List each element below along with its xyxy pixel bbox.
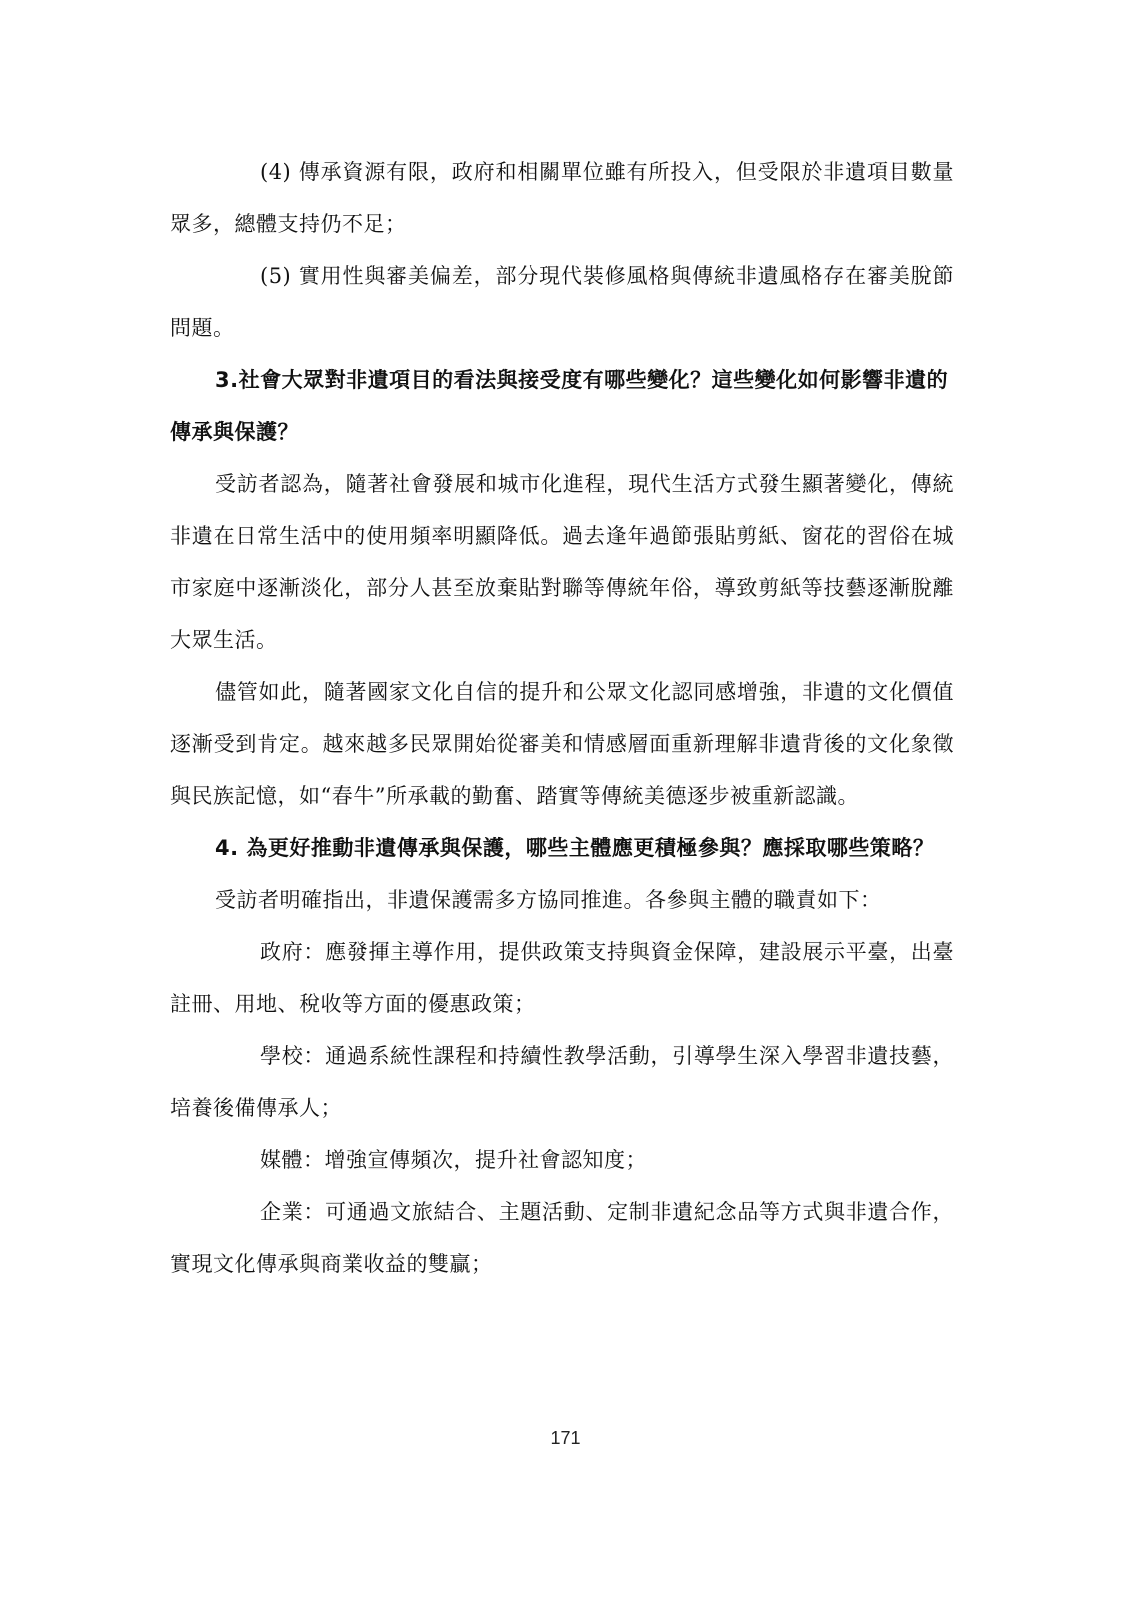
- paragraph-media: 媒體：增強宣傳頻次，提升社會認知度；: [260, 1148, 647, 1172]
- section-heading-3: 3.社會大眾對非遺項目的看法與接受度有哪些變化？這些變化如何影響非遺的傳承與保護？: [170, 368, 949, 444]
- paragraph-public-view: 受訪者認為，隨著社會發展和城市化進程，現代生活方式發生顯著變化，傳統非遺在日常生活中的使用頻率明顯降低。過去逢年過節張貼剪紙、窗花的習俗在城市家庭中逐漸淡化，部分人甚至放棄貼對聯等傳統年俗，導致剪紙等技藝逐漸脫離大眾生活。: [170, 472, 954, 652]
- paragraph-cultural-value: 儘管如此，隨著國家文化自信的提升和公眾文化認同感增強，非遺的文化價值逐漸受到肯定。越來越多民眾開始從審美和情感層面重新理解非遺背後的文化象徵與民族記憶，如“春牛”所承載的勤奮、踏實等傳統美德逐步被重新認識。: [170, 680, 954, 808]
- paragraph-enterprises: 企業：可通過文旅結合、主題活動、定制非遺紀念品等方式與非遺合作，實現文化傳承與商業收益的雙贏；: [170, 1200, 954, 1276]
- paragraph-item-4: (4) 傳承資源有限，政府和相關單位雖有所投入，但受限於非遺項目數量眾多，總體支持仍不足；: [170, 160, 954, 236]
- document-body: [170, 146, 954, 1290]
- paragraph-schools: 學校：通過系統性課程和持續性教學活動，引導學生深入學習非遺技藝，培養後備傳承人；: [170, 1044, 954, 1120]
- paragraph-government: 政府：應發揮主導作用，提供政策支持與資金保障，建設展示平臺，出臺註冊、用地、稅收等方面的優惠政策；: [170, 940, 954, 1016]
- section-heading-4: 4. 為更好推動非遺傳承與保護，哪些主體應更積極參與？應採取哪些策略？: [215, 836, 935, 860]
- paragraph-stakeholders-intro: 受訪者明確指出，非遺保護需多方協同推進。各參與主體的職責如下：: [215, 888, 882, 912]
- paragraph-item-5: (5) 實用性與審美偏差，部分現代裝修風格與傳統非遺風格存在審美脫節問題。: [170, 264, 954, 340]
- page-number: 171: [550, 1428, 581, 1448]
